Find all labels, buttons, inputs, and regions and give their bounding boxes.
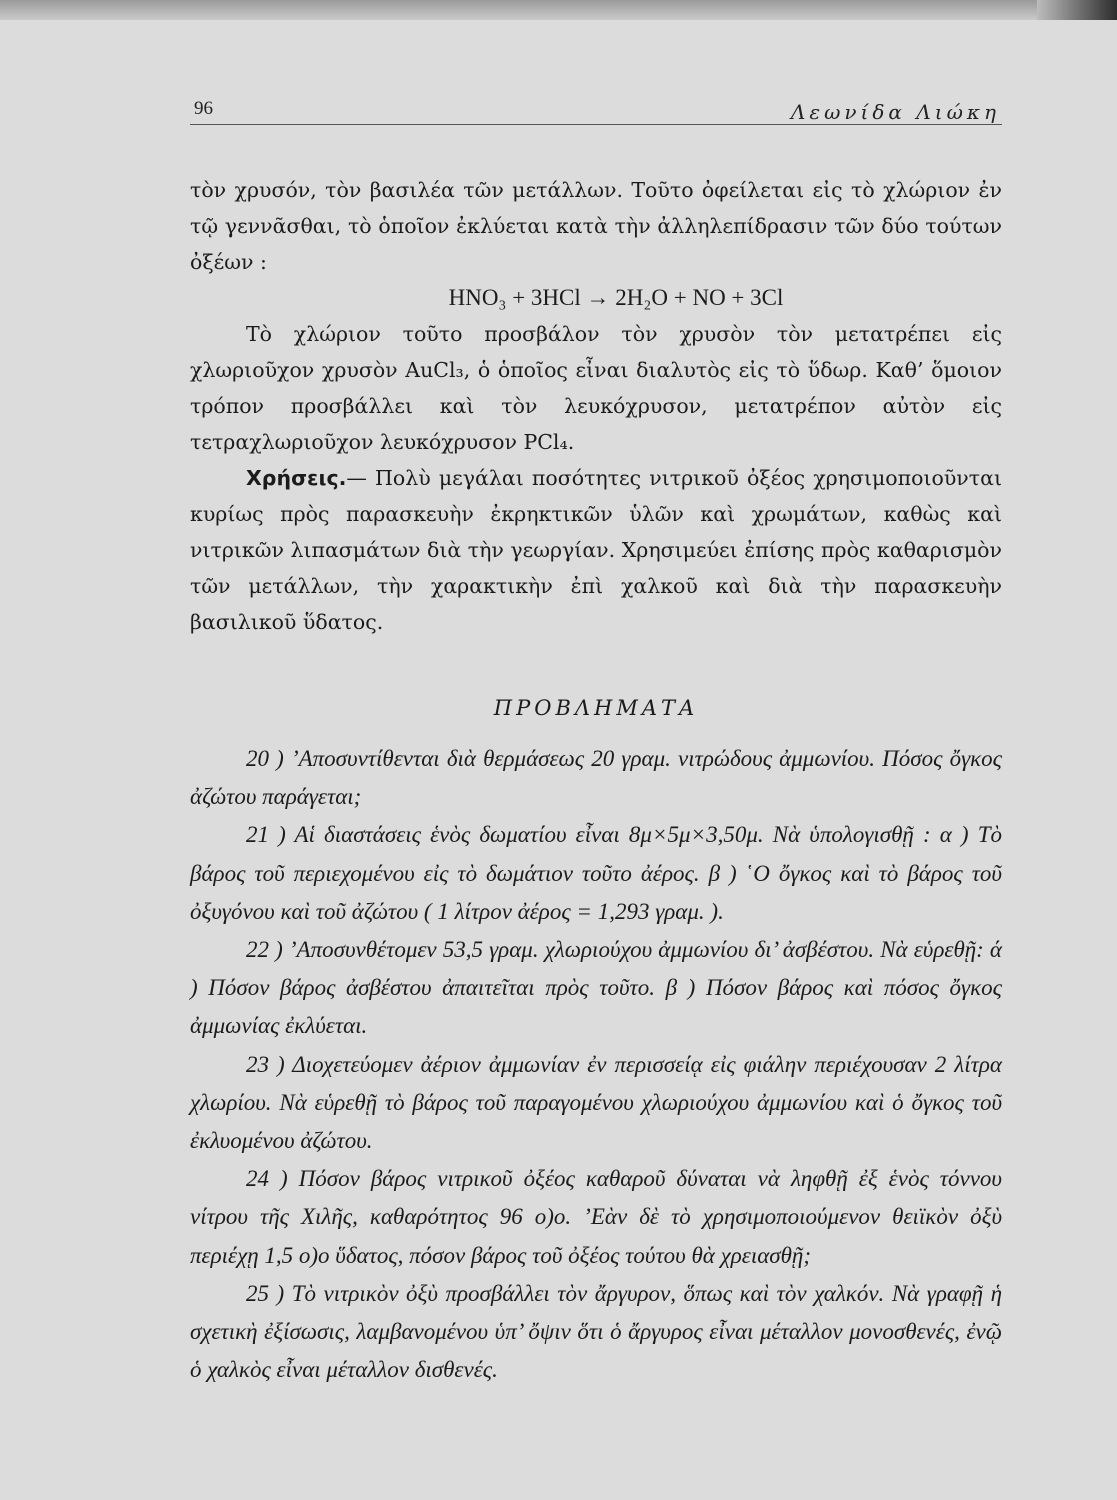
running-head: Λεωνίδα Λιώκη bbox=[790, 100, 1000, 124]
uses-label: Χρήσεις. bbox=[246, 466, 347, 490]
problem-item: 24 ) Πόσον βάρος νιτρικοῦ ὀξέος καθαροῦ δύναται νὰ ληφθῇ ἐξ ἑνὸς τόννου νίτρου τῆς Χιλῆς, καθαρότητος 96 ο)ο. ’Εὰν δὲ τὸ χρησιμοποιούμενον θειϊκὸν ὀξὺ περιέχῃ 1,5 ο)ο ὕδατος, πόσον βάρος τοῦ ὀξέος τούτου θὰ χρειασθῇ; bbox=[190, 1166, 1002, 1268]
problem-item: 22 ) ’Αποσυνθέτομεν 53,5 γραμ. χλωριούχου ἀμμωνίου δι’ ἀσβέστου. Νὰ εὑρεθῇ: ά ) Πόσον βάρος ἀσβέστου ἀπαιτεῖται πρὸς τοῦτο. β ) Πόσον βάρος καὶ πόσος ὄγκος ἀμμωνίας ἐκλύεται. bbox=[190, 937, 1002, 1039]
chlorine-paragraph: Τὸ χλώριον τοῦτο προσβάλον τὸν χρυσὸν τὸν μετατρέπει εἰς χλωριοῦχον χρυσὸν AuCl₃, ὁ ὁποῖος εἶναι διαλυτὸς εἰς τὸ ὕδωρ. Καθ’ ὅμοιον τρόπον προσβάλλει καὶ τὸν λευκόχρυσον, μετατρέπον αὐτὸν εἰς τετραχλωριοῦχον λευκόχρυσον PCl₄. bbox=[190, 322, 1002, 454]
page-body bbox=[190, 172, 1002, 1389]
scan-border bbox=[0, 0, 1117, 22]
problems-heading: ΠΡΟΒΛΗΜΑΤΑ bbox=[493, 696, 699, 720]
problem-item: 23 ) Διοχετεύομεν ἀέριον ἀμμωνίαν ἐν περισσείᾳ εἰς φιάλην περιέχουσαν 2 λίτρα χλωρίου. Νὰ εὑρεθῇ τὸ βάρος τοῦ παραγομένου χλωριούχου ἀμμωνίου καὶ ὁ ὄγκος τοῦ ἐκλυομένου ἀζώτου. bbox=[190, 1051, 1002, 1154]
problem-item: 21 ) Αἱ διαστάσεις ἑνὸς δωματίου εἶναι 8μ×5μ×3,50μ. Νὰ ὑπολογισθῇ : α ) Τὸ βάρος τοῦ περιεχομένου εἰς τὸ δωμάτιον τοῦτο ἀέρος. β ) ῾Ο ὄγκος καὶ τὸ βάρος τοῦ ὀξυγόνου καὶ τοῦ ἀζώτου ( 1 λίτρον ἀέρος = 1,293 γραμ. ). bbox=[190, 822, 1002, 924]
problem-item: 20 ) ’Αποσυντίθενται διὰ θερμάσεως 20 γραμ. νιτρώδους ἀμμωνίου. Πόσος ὄγκος ἀζώτου παράγεται; bbox=[190, 746, 1002, 810]
uses-text: — Πολὺ μεγάλαι ποσότητες νιτρικοῦ ὀξέος χρησιμοποιοῦνται κυρίως πρὸς παρασκευὴν ἐκρηκτικῶν ὑλῶν καὶ χρωμάτων, καθὼς καὶ νιτρικῶν λιπασμάτων διὰ τὴν γεωργίαν. Χρησιμεύει ἐπίσης πρὸς καθαρισμὸν τῶν μετάλλων, τὴν χαρακτικὴν ἐπὶ χαλκοῦ καὶ διὰ τὴν παρασκευὴν βασιλικοῦ ὕδατος. bbox=[190, 466, 1002, 634]
scan-corner-shadow bbox=[1037, 0, 1117, 22]
intro-paragraph: τὸν χρυσόν, τὸν βασιλέα τῶν μετάλλων. Τοῦτο ὀφείλεται εἰς τὸ χλώριον ἐν τῷ γεννᾶσθαι, τὸ ὁποῖον ἐκλύεται κατὰ τὴν ἀλληλεπίδρασιν τῶν δύο τούτων ὀξέων : bbox=[190, 178, 1002, 274]
chemical-equation: HNO₃ + 3HCl → 2H₂O + NO + 3Cl bbox=[448, 285, 784, 310]
problem-item: 25 ) Τὸ νιτρικὸν ὀξὺ προσβάλλει τὸν ἄργυρον, ὅπως καὶ τὸν χαλκόν. Νὰ γραφῇ ἡ σχετικὴ ἐξίσωσις, λαμβανομένου ὑπ’ ὄψιν ὅτι ὁ ἄργυρος εἶναι μέταλλον μονοσθενές, ἐνῷ ὁ χαλκὸς εἶναι μέταλλον δισθενές. bbox=[190, 1280, 1002, 1383]
page-header bbox=[190, 84, 1002, 125]
uses-paragraph bbox=[190, 460, 1002, 640]
page-number: 96 bbox=[194, 98, 213, 119]
problems-list bbox=[190, 740, 1002, 1389]
